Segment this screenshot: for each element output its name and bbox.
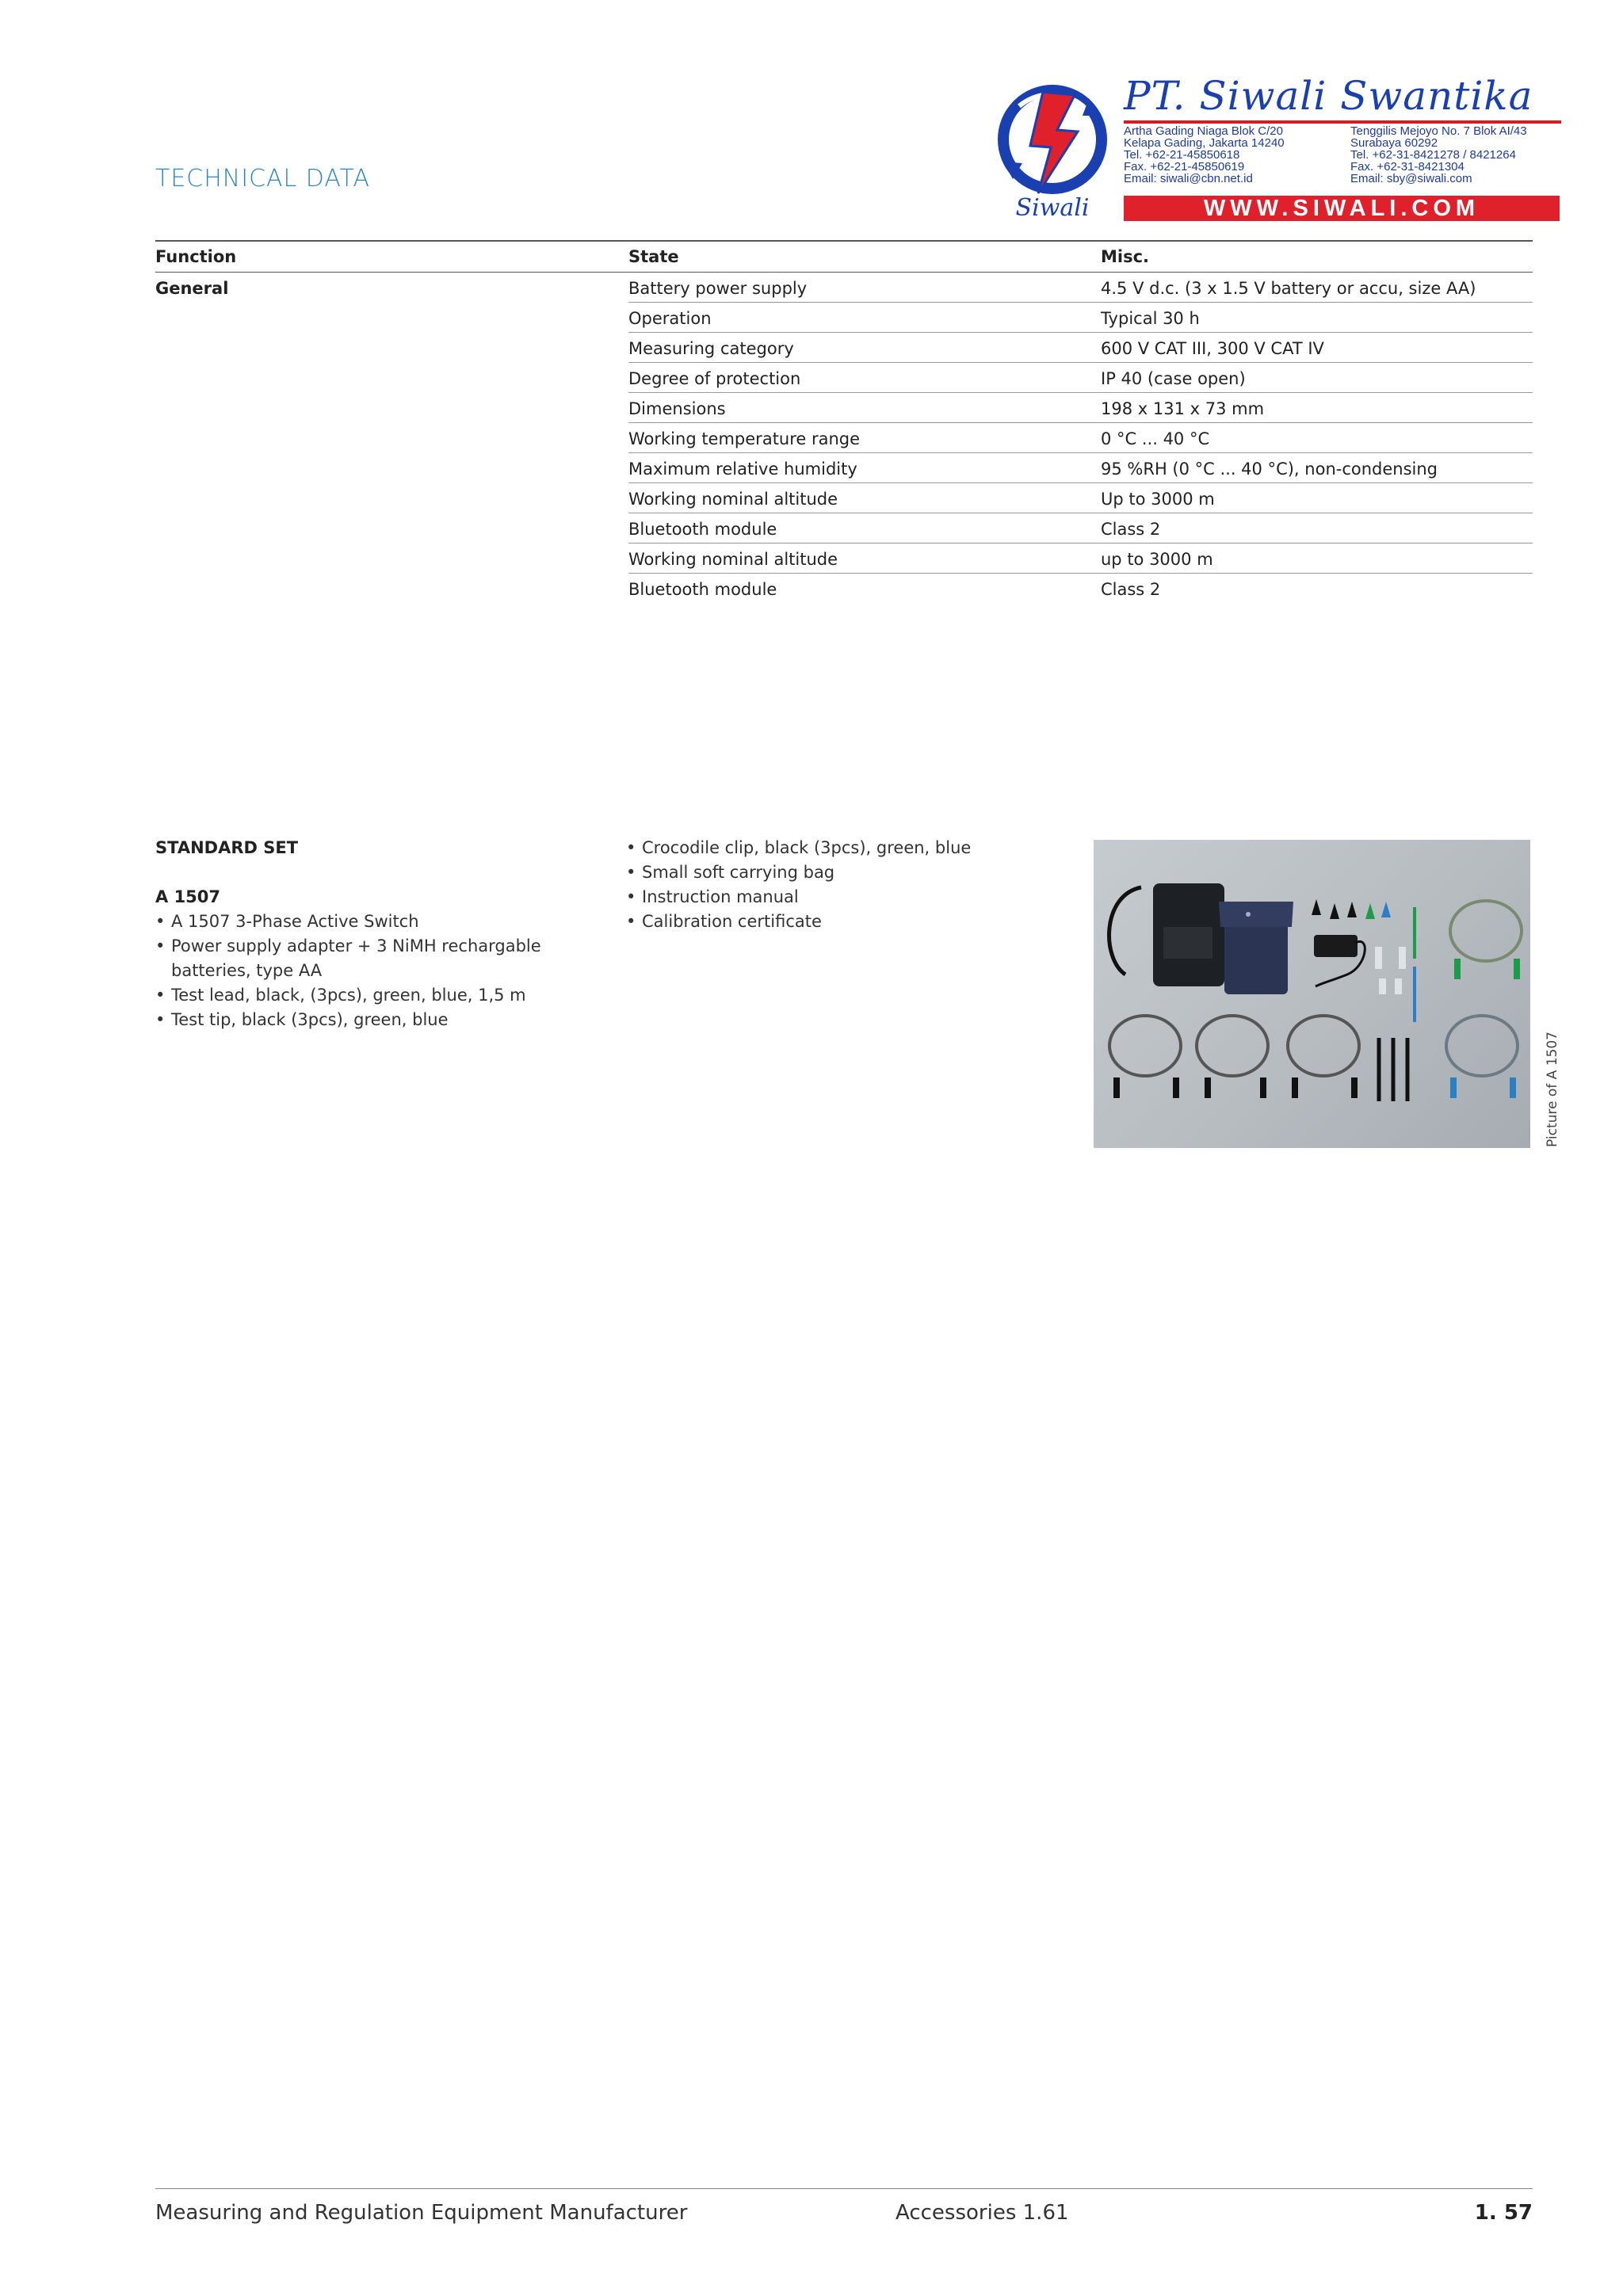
- address-line: Email: sby@siwali.com: [1350, 172, 1472, 185]
- address-line: Email: siwali@cbn.net.id: [1124, 172, 1253, 185]
- address-line: Tel. +62-21-45850618: [1124, 148, 1240, 162]
- standard-set-list-right: [626, 836, 1038, 934]
- misc-cell: 95 %RH (0 °C ... 40 °C), non-condensing: [1101, 460, 1438, 479]
- state-cell: Battery power supply: [628, 279, 808, 298]
- table-row: [155, 333, 1533, 363]
- product-photo: [1094, 840, 1530, 1148]
- misc-cell: Class 2: [1101, 520, 1161, 539]
- list-item: • Power supply adapter + 3 NiMH rechargable batteries, type AA: [155, 934, 567, 983]
- address-line: Fax. +62-31-8421304: [1350, 160, 1465, 174]
- list-item: • Calibration certificate: [626, 910, 1038, 934]
- misc-cell: 4.5 V d.c. (3 x 1.5 V battery or accu, size AA): [1101, 279, 1476, 298]
- address-line: Artha Gading Niaga Blok C/20: [1124, 124, 1283, 138]
- page-number: 1. 57: [1474, 2201, 1533, 2225]
- siwali-emblem-icon: [995, 74, 1108, 223]
- table-row: [155, 273, 1533, 303]
- misc-cell: Typical 30 h: [1101, 309, 1200, 328]
- state-cell: Dimensions: [628, 399, 726, 418]
- state-cell: Working nominal altitude: [628, 490, 838, 509]
- table-row: [155, 363, 1533, 393]
- product-illustration: [1094, 840, 1530, 1148]
- table-body: [155, 273, 1533, 604]
- table-row: [155, 393, 1533, 423]
- logo-divider: [1124, 120, 1561, 124]
- misc-cell: up to 3000 m: [1101, 550, 1213, 569]
- state-cell: Bluetooth module: [628, 580, 777, 599]
- emblem-text: Siwali: [1015, 194, 1090, 222]
- footer-divider: [155, 2188, 1533, 2189]
- state-cell: Working temperature range: [628, 429, 861, 448]
- company-name: PT. Siwali Swantika: [1124, 73, 1533, 119]
- address-line: Surabaya 60292: [1350, 136, 1438, 150]
- list-item: • Test tip, black (3pcs), green, blue: [155, 1008, 567, 1032]
- website-banner[interactable]: WWW.SIWALI.COM: [1124, 196, 1560, 221]
- state-cell: Degree of protection: [628, 369, 801, 388]
- table-header: [155, 240, 1533, 273]
- address-line: Tenggilis Mejoyo No. 7 Blok AI/43: [1350, 124, 1527, 138]
- address-line: Kelapa Gading, Jakarta 14240: [1124, 136, 1285, 150]
- list-item: • A 1507 3-Phase Active Switch: [155, 910, 567, 934]
- address-line: Fax. +62-21-45850619: [1124, 160, 1245, 174]
- misc-cell: 600 V CAT III, 300 V CAT IV: [1101, 339, 1324, 358]
- address-jakarta: [1124, 125, 1285, 185]
- address-line: Tel. +62-31-8421278 / 8421264: [1350, 148, 1516, 162]
- photo-caption: Picture of A 1507: [1545, 1032, 1560, 1147]
- table-row: [155, 483, 1533, 513]
- misc-cell: 0 °C ... 40 °C: [1101, 429, 1210, 448]
- table-row: [155, 453, 1533, 483]
- column-header-state: State: [628, 247, 679, 266]
- table-row: [155, 574, 1533, 604]
- state-cell: Measuring category: [628, 339, 794, 358]
- column-header-function: Function: [155, 247, 237, 266]
- state-cell: Maximum relative humidity: [628, 460, 857, 479]
- misc-cell: 198 x 131 x 73 mm: [1101, 399, 1265, 418]
- misc-cell: Class 2: [1101, 580, 1161, 599]
- list-item: • Crocodile clip, black (3pcs), green, blue: [626, 836, 1038, 860]
- address-surabaya: [1350, 125, 1527, 185]
- list-item: • Test lead, black, (3pcs), green, blue, 1,5 m: [155, 983, 567, 1008]
- state-cell: Working nominal altitude: [628, 550, 838, 569]
- misc-cell: Up to 3000 m: [1101, 490, 1215, 509]
- function-general: General: [155, 279, 229, 298]
- list-item: • Small soft carrying bag: [626, 860, 1038, 885]
- list-item: • Instruction manual: [626, 885, 1038, 910]
- column-header-misc: Misc.: [1101, 247, 1150, 266]
- state-cell: Bluetooth module: [628, 520, 777, 539]
- footer-section: Accessories 1.61: [896, 2201, 1069, 2225]
- standard-set-heading: STANDARD SET: [155, 838, 299, 857]
- table-row: [155, 303, 1533, 333]
- company-logo: [995, 73, 1566, 225]
- misc-cell: IP 40 (case open): [1101, 369, 1246, 388]
- section-title: TECHNICAL DATA: [155, 165, 371, 193]
- table-row: [155, 513, 1533, 543]
- footer-company-tagline: Measuring and Regulation Equipment Manufacturer: [155, 2201, 688, 2225]
- standard-set-model: A 1507: [155, 887, 221, 906]
- table-row: [155, 543, 1533, 574]
- table-row: [155, 423, 1533, 453]
- standard-set-list-left: [155, 910, 567, 1032]
- technical-data-table: [155, 240, 1533, 604]
- state-cell: Operation: [628, 309, 712, 328]
